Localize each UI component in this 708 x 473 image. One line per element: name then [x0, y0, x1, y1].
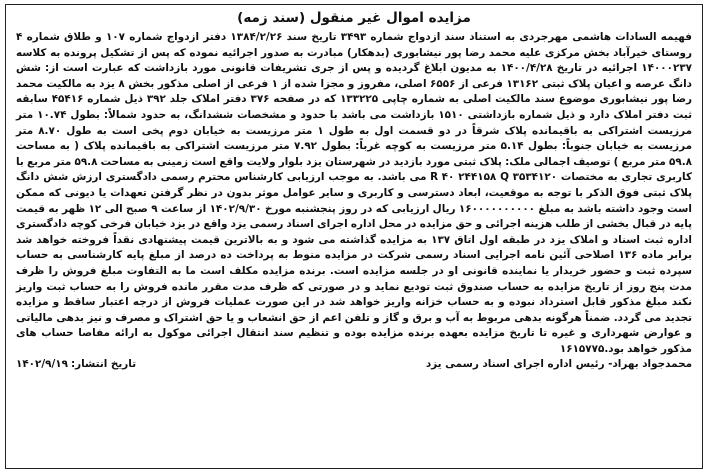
auction-notice	[5, 4, 703, 469]
notice-footer	[16, 357, 692, 373]
notice-title: مزایده اموال غیر منقول (سند زمه)	[237, 10, 471, 26]
publish-date	[16, 357, 136, 373]
notice-body: فهیمه السادات هاشمی مهرجردی به استناد سند ازدواج شماره ۳۴۹۳ تاریخ سند ۱۳۸۴/۲/۲۶ دفتر ازدواج شماره ۱۰۷ و طلاق شماره ۴ روستای خیرآباد بخش مرکزی علیه محمد رضا پور نیشابوری (بدهکار) مبادرت به صدور اجرائیه نموده که پس از تشکیل پرونده به کلاسه ۱۴۰۰۰۲۳۷ اجرائیه در تاریخ ۱۴۰۰/۴/۲۸ به مدیون ابلاغ گردیده و پس از جری تشریفات قانونی مورد بازداشت که عبارت است از: شش دانگ عرصه و اعیان پلاک ثبتی ۱۳۱۶۲ فرعی از ۶۵۵۶ اصلی، مفروز و مجزا شده از ۱ فرعی از اصلی مذکور بخش ۸ یزد به مالکیت محمد رضا پور نیشابوری موضوع سند مالکیت اصلی به شماره چاپی ۱۳۳۲۲۵ که در صفحه ۳۷۶ دفتر املاک جلد ۳۹۲ ذیل شماره ۴۵۴۱۶ سابقه ثبت دفتر املاک دارد و ذیل شماره بازداشتی ۱۵۱۰ بازداشت می باشد با حدود و مشخصات ششدانگ، به حدود شمالاً: بطول ۱۰.۷۴ متر مرزیست اشتراکی به باقیمانده پلاک شرقاً در دو قسمت اول به طول ۱ متر مرزیست به خیابان دوم پخی است به طول ۸.۷۰ متر مرزیست به خیابان جنوباً: بطول ۵.۱۴ متر مرزیست به کوچه غرباً: بطول ۷.۹۲ متر مرزیست اشتراکی به باقیمانده پلاک ( به مساحت ۵۹.۸ متر مربع ) توصیف اجمالی ملک: پلاک ثبتی مورد بازدید در شهرستان یزد بلوار ولایت واقع است زمینی به مساحت ۵۹.۸ متر مربع با کاربری تجاری به مختصات ۳۵۳۴۱۲۰ R ۴۰ ۲۴۴۱۵۸ Q می باشد. به موجب ارزیابی کارشناس محترم رسمی دادگستری ارزش شش دانگ پلاک ثبتی فوق الذکر با توجه به موقعیت، ابعاد دسترسی و کاربری و سایر عوامل موثر بدون در نظر گرفتن تعهدات یا دیونی که ممکن است وجود داشته باشد به مبلغ ۱۶۰۰۰۰۰۰۰۰۰۰ ریال ارزیابی که در روز پنجشنبه مورخ ۱۴۰۲/۹/۳۰ از ساعت ۹ صبح الی ۱۲ ظهر به قیمت پایه در قبال بخشی از طلب هزینه اجرائی و حق مزایده در محل اداره اجرای اسناد رسمی یزد واقع در یزد خیابان فرخی کوچه دادگستری اداره ثبت اسناد و املاک یزد در طبقه اول اتاق ۱۳۷ به مزایده گذاشته می شود و به بالاترین قیمت پیشنهادی نقداً فروخته خواهد شد برابر ماده ۱۳۶ اصلاحی آئین نامه اجرایی اسناد رسمی شرکت در مزایده منوط به پرداخت ده درصد از مبلغ پایه کارشناسی به حساب سپرده ثبت و حضور خریدار یا نماینده قانونی او در جلسه مزایده است. برنده مزایده مکلف است ما به التفاوت مبلغ فروش را ظرف مدت پنج روز از تاریخ مزایده به حساب صندوق ثبت تودیع نماید و در صورتی که ظرف مدت مقرر مانده فروش را به حساب ثبت واریز نکند مبلغ مذکور قابل استرداد نبوده و به حساب خزانه واریز خواهد شد در این صورت عملیات فروش از درجه اعتبار ساقط و مزایده تجدید می گردد. ضمناً هرگونه بدهی مربوط به آب و برق و گاز و تلفن اعم از حق انشعاب و یا حق اشتراک و مصرف و نیز بدهی مالیاتی و عوارض شهرداری و غیره تا تاریخ مزایده بعهده برنده مزایده بوده و تنظیم سند انتقال اجرائی موکول به ارائه مفاصا حساب های مذکور خواهد بود.۱۶۱۵۷۷۵	[16, 31, 693, 355]
signature-line: محمدجواد بهراد- رئیس اداره اجرای اسناد رسمی یزد	[425, 358, 692, 371]
publish-date-label: تاریخ انتشار:	[70, 358, 137, 371]
publish-date-value: ۱۴۰۲/۹/۱۹	[16, 358, 68, 371]
